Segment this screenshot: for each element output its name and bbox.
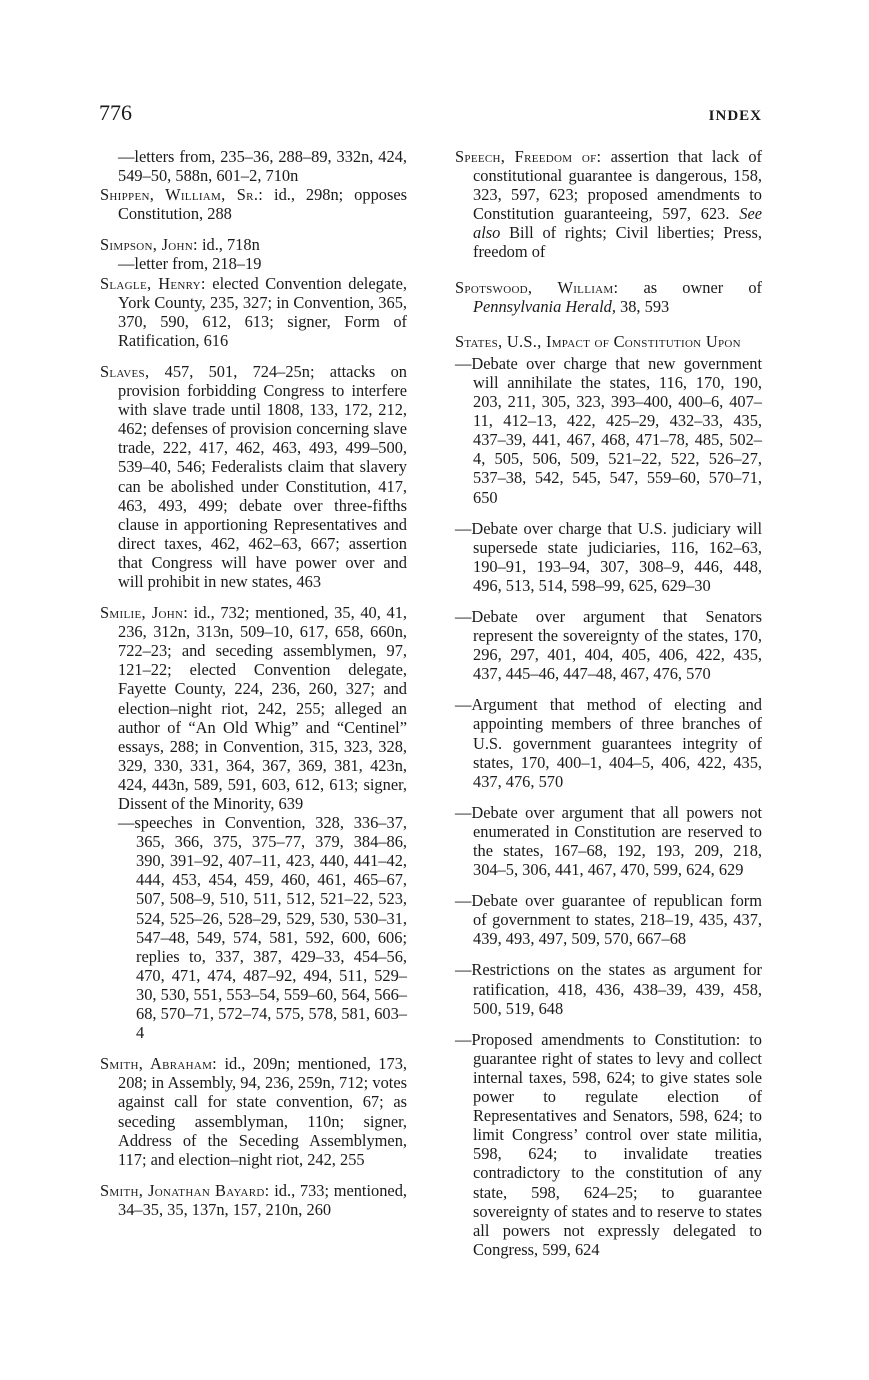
index-entry-smith-abraham bbox=[100, 1054, 407, 1169]
entry-heading: Smith, Jonathan Bayard: bbox=[100, 1180, 270, 1200]
running-head: INDEX bbox=[708, 108, 762, 124]
right-column bbox=[455, 147, 762, 1259]
subentry: —Debate over argument that all powers not enumerated in Constitution are reserved to the states, 167–68, 192, 193, 209, 218, 304–5, 306, 441, 467, 470, 599, 624, 629 bbox=[455, 802, 762, 880]
subentry: —Argument that method of electing and appointing members of three branches of U.S. government guarantees integrity of states, 170, 400–1, 404–5, 406, 422, 435, 437, 476, 570 bbox=[455, 695, 762, 791]
page-number: 776 bbox=[99, 100, 132, 125]
index-entry-simpson bbox=[100, 235, 407, 254]
index-entry-spotswood bbox=[455, 278, 762, 316]
left-column bbox=[100, 147, 407, 1231]
index-entry-smith-jonathan bbox=[100, 1181, 407, 1219]
entry-text: id., 209n; mentioned, 173, 208; in Assembly, 94, 236, 259n, 712; votes against call for state convention, 67; as seceding assemblyman, 110n; signer, Address of the Seceding Assemblymen, 117; and election–night riot, 242, 255 bbox=[118, 1054, 407, 1169]
entry-text: id., 732; mentioned, 35, 40, 41, 236, 312n, 313n, 509–10, 617, 658, 660n, 722–23; and seceding assemblymen, 97, 121–22; elected Convention delegate, Fayette County, 224, 236, 260, 327; and election–night riot, 242, 255; alleged an author of “An Old Whig” and “Centinel” essays, 288; in Convention, 315, 323, 328, 329, 330, 331, 364, 367, 369, 381, 423n, 424, 443n, 589, 591, 603, 612, 613; signer, Dissent of the Minority, 639 bbox=[118, 603, 407, 813]
entry-text: elected Convention delegate, York County, 235, 327; in Convention, 365, 370, 590, 612, 613; signer, Form of Ratification, 616 bbox=[118, 273, 407, 350]
index-entry-speech bbox=[455, 147, 762, 262]
entry-text: as owner of bbox=[618, 277, 763, 297]
subentry: —Debate over charge that U.S. judiciary will supersede state judiciaries, 116, 162–63, 190–91, 193–94, 307, 308–9, 446, 448, 496, 513, 514, 598–99, 625, 629–30 bbox=[455, 518, 762, 595]
subentry: —Debate over argument that Senators represent the sovereignty of the states, 170, 296, 297, 401, 404, 405, 406, 422, 435, 437, 445–46, 447–48, 467, 476, 570 bbox=[455, 606, 762, 684]
index-entry-smilie bbox=[100, 603, 407, 813]
entry-heading: Simpson, John: bbox=[100, 235, 198, 255]
see-also-reference: See also bbox=[473, 204, 762, 243]
entry-heading: Speech, Freedom of: bbox=[455, 147, 602, 166]
subentry: —Proposed amendments to Constitution: to guarantee right of states to levy and collect internal taxes, 598, 624; to give states sole power to regulate election of Representatives and Senators, 598, 624; to limit Congress’ control over state militia, 598, 624; to invalidate treaties contradictory to the constitution of any state, 598, 624–25; to guarantee sovereignty of states and to reserve to states all powers not expressly delegated to Congress, 599, 624 bbox=[455, 1029, 762, 1259]
entry-text: Bill of rights; Civil liberties; Press, freedom of bbox=[473, 223, 762, 262]
entry-heading: Spotswood, William: bbox=[455, 277, 619, 297]
subentry: —Restrictions on the states as argument for ratification, 418, 436, 438–39, 439, 458, 500, 519, 648 bbox=[455, 960, 762, 1018]
index-entry-shippen bbox=[100, 185, 407, 223]
entry-text: id., 298n; opposes Constitution, 288 bbox=[118, 185, 407, 224]
index-entry-slagle bbox=[100, 274, 407, 350]
subentry: —letter from, 218–19 bbox=[118, 254, 262, 274]
index-entry-states-heading: States, U.S., Impact of Constitution Upon bbox=[455, 331, 741, 351]
index-entry-slaves bbox=[100, 362, 407, 591]
entry-heading: Slaves, bbox=[100, 361, 150, 381]
subentry: —speeches in Convention, 328, 336–37, 365, 366, 375, 375–77, 379, 384–86, 390, 391–92, 407–11, 423, 440, 441–42, 444, 453, 454, 459, 460, 461, 465–67, 507, 508–9, 510, 511, 512, 521–22, 523, 524, 525–26, 528–29, 529, 530, 530–31, 547–48, 549, 574, 581, 592, 600, 606; replies to, 337, 387, 429–33, 454–56, 470, 471, 474, 487–92, 494, 511, 529–30, 530, 551, 553–54, 559–60, 564, 566–68, 570–71, 572–74, 575, 578, 581, 603–4 bbox=[118, 813, 407, 1043]
entry-heading: Shippen, William, Sr.: bbox=[100, 185, 264, 205]
entry-heading: Slagle, Henry: bbox=[100, 273, 206, 293]
entry-text: id., 718n bbox=[197, 235, 260, 255]
entry-heading: Smilie, John: bbox=[100, 603, 189, 623]
continued-subentry: —letters from, 235–36, 288–89, 332n, 424, 549–50, 588n, 601–2, 710n bbox=[118, 147, 407, 186]
entry-text: id., 733; mentioned, 34–35, 35, 137n, 157, 210n, 260 bbox=[118, 1180, 407, 1219]
subentry: —Debate over charge that new government will annihilate the states, 116, 170, 190, 203, 211, 305, 323, 393–400, 400–6, 407–11, 412–13, 422, 425–29, 432–33, 435, 437–39, 441, 467, 468, 471–78, 485, 502–4, 505, 506, 509, 521–22, 522, 526–27, 537–38, 542, 545, 547, 559–60, 570–71, 650 bbox=[455, 353, 762, 507]
entry-text: assertion that lack of constitutional guarantee is dangerous, 158, 323, 597, 623; proposed amendments to Constitution guaranteeing, 597, 623. bbox=[473, 147, 763, 224]
newspaper-title: Pennsylvania Herald, bbox=[473, 296, 616, 316]
entry-text: 457, 501, 724–25n; attacks on provision forbidding Congress to interfere with slave trade until 1808, 133, 172, 212, 462; defenses of provision concerning slave trade, 222, 417, 462, 463, 493, 499–500, 539–40, 546; Federalists claim that slavery can be abolished under Constitution, 417, 463, 493, 499; debate over three-fifths clause in apportioning Representatives and direct taxes, 462, 462–63, 667; assertion that Congress will have power over and will prohibit in new states, 463 bbox=[118, 361, 407, 591]
entry-text: 38, 593 bbox=[615, 296, 670, 316]
subentry: —Debate over guarantee of republican form of government to states, 218–19, 435, 437, 439, 493, 497, 509, 570, 667–68 bbox=[455, 891, 762, 949]
entry-heading: Smith, Abraham: bbox=[100, 1054, 218, 1074]
